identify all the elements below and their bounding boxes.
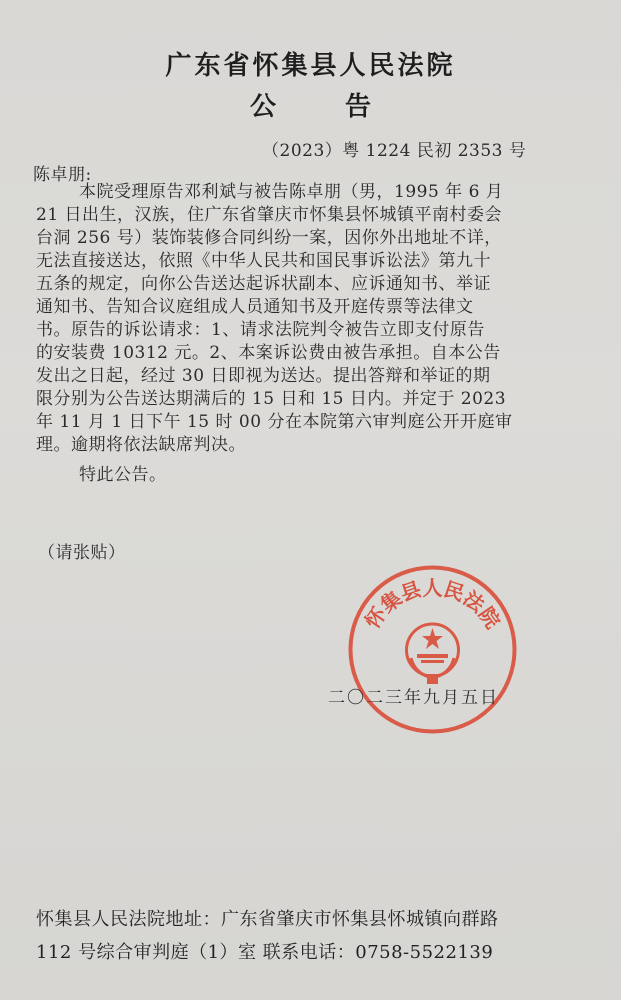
body-line: 21 日出生，汉族，住广东省肇庆市怀集县怀城镇平南村委会 [36,205,503,225]
footer-address-line: 怀集县人民法院地址：广东省肇庆市怀集县怀城镇向群路 [36,909,499,930]
closing-phrase: 特此公告。 [79,465,167,485]
body-line: 无法直接送达，依照《中华人民共和国民事诉讼法》第九十 [36,251,491,271]
posting-note: （请张贴） [38,543,126,563]
case-number: （2023）粤 1224 民初 2353 号 [262,141,527,161]
body-line: 的安装费 10312 元。2、本案诉讼费由被告承担。自本公告 [36,343,501,363]
body-line: 限分别为公告送达期满后的 15 日和 15 日内。并定于 2023 [36,389,507,409]
notice-title: 公 告 [249,92,402,122]
body-line: 书。原告的诉讼请求：1、请求法院判令被告立即支付原告 [36,320,485,340]
body-line: 年 11 月 1 日下午 15 时 00 分在本院第六审判庭公开开庭审 [36,412,513,432]
addressee: 陈卓朋: [33,165,92,185]
body-line: 发出之日起，经过 30 日即视为送达。提出答辩和举证的期 [36,366,491,386]
body-line: 本院受理原告邓利斌与被告陈卓朋（男，1995 年 6 月 [79,182,504,202]
court-seal-icon [345,562,520,737]
court-name-heading: 广东省怀集县人民法院 [165,51,456,81]
body-line: 台洞 256 号）装饰装修合同纠纷一案，因你外出地址不详， [36,228,502,248]
body-line: 理。逾期将依法缺席判决。 [36,435,246,455]
body-line: 五条的规定，向你公告送达起诉状副本、应诉通知书、举证 [36,274,491,294]
footer-contact-line: 112 号综合审判庭（1）室 联系电话：0758-5522139 [36,942,494,963]
body-line: 通知书、告知合议庭组成人员通知书及开庭传票等法律文 [36,297,474,317]
issue-date: 二〇二三年九月五日 [328,688,499,708]
seal-text: 怀集县人民法院 [360,575,505,633]
